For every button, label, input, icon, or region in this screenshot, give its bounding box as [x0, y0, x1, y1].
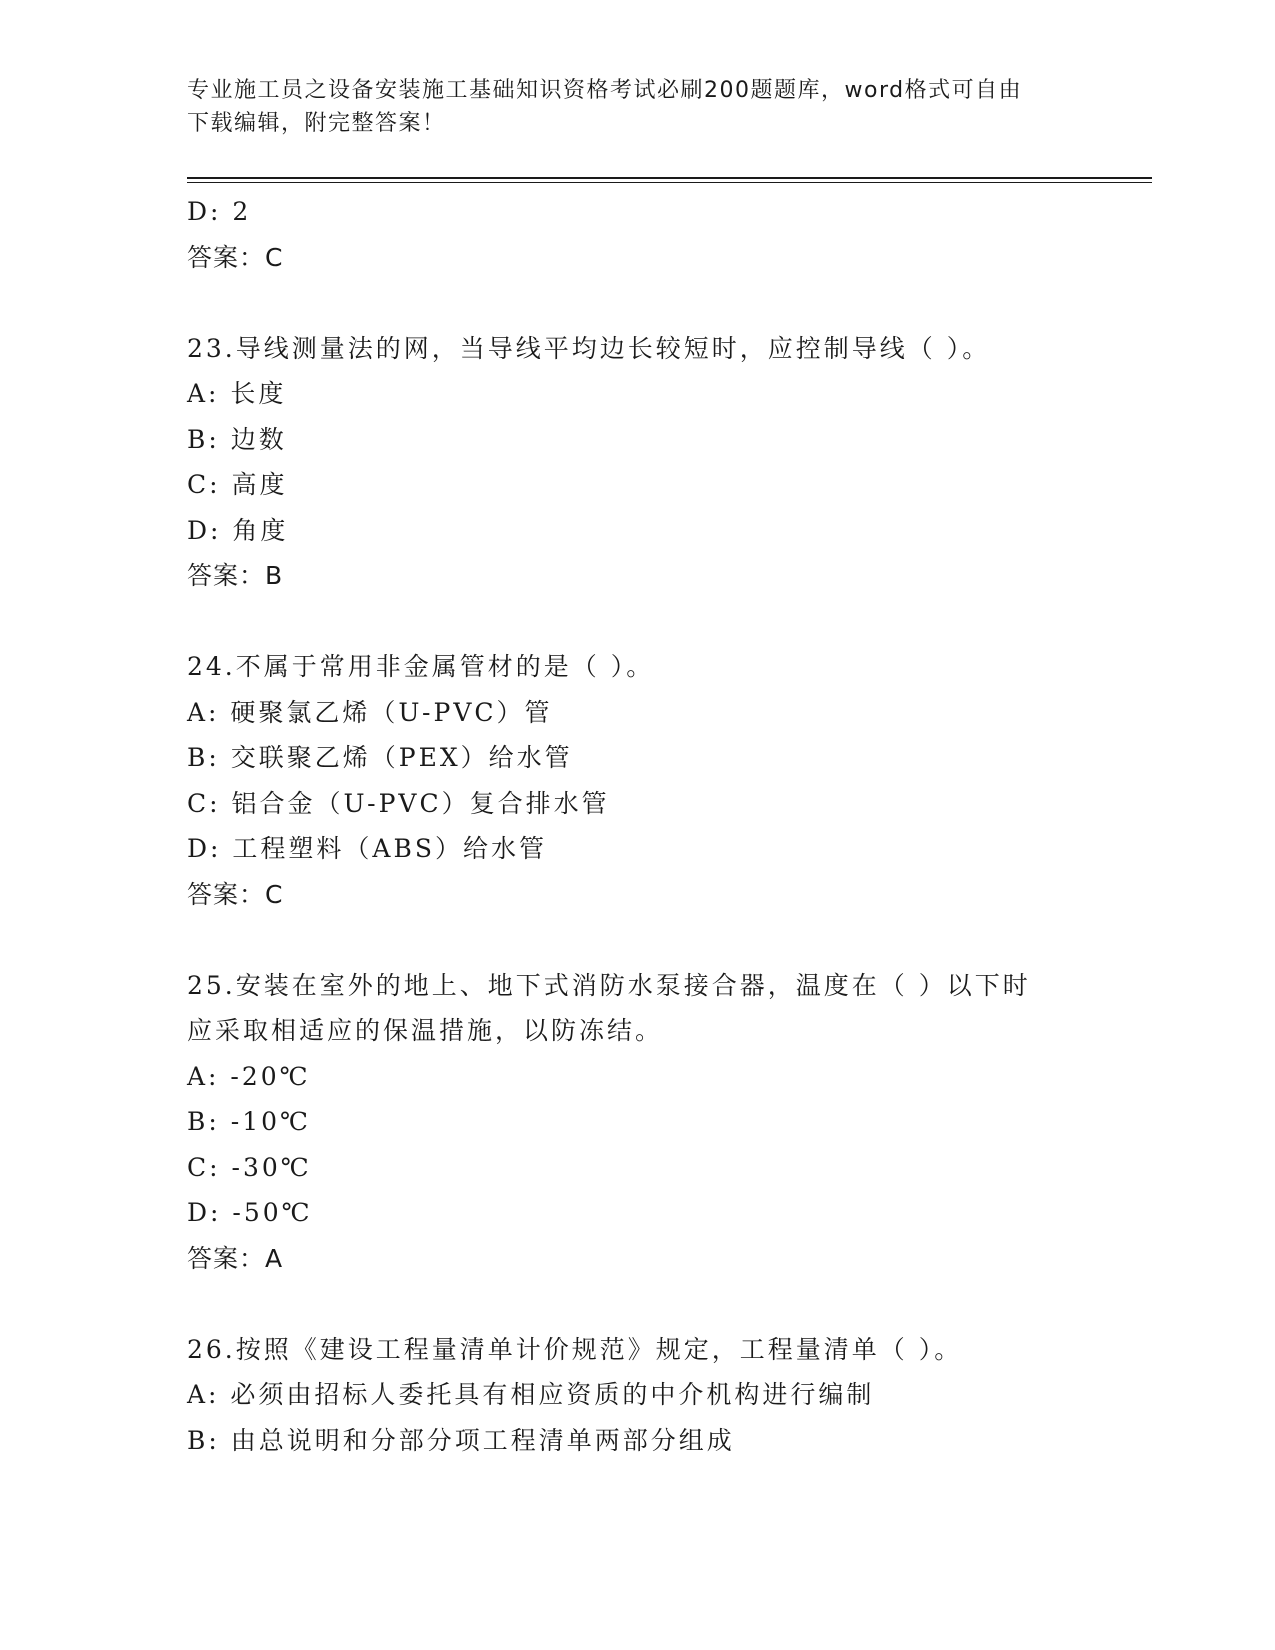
option-a: A: 硬聚氯乙烯（U-PVC）管: [187, 697, 553, 727]
spacer: [187, 1281, 1147, 1327]
option-b: B: 由总说明和分部分项工程清单两部分组成: [187, 1425, 735, 1455]
option-c: C: 高度: [187, 470, 288, 499]
header-title-line-2: 下载编辑，附完整答案！: [187, 111, 446, 136]
option-d: D: -50℃: [187, 1198, 313, 1227]
header-title-line-1: 专业施工员之设备安装施工基础知识资格考试必刷200题题库，word格式可自由: [187, 78, 1023, 103]
option-b: B: 交联聚乙烯（PEX）给水管: [187, 743, 573, 772]
question-26: [187, 1327, 1147, 1464]
option-a: A: 长度: [187, 379, 287, 408]
carryover-answer: 答案：C: [187, 242, 284, 272]
question-stem: 26.按照《建设工程量清单计价规范》规定，工程量清单（ ）。: [187, 1334, 963, 1364]
question-stem: 23.导线测量法的网，当导线平均边长较短时，应控制导线（ ）。: [187, 333, 991, 363]
carryover-option-d: D: 2: [187, 197, 252, 226]
option-c: C: 铝合金（U-PVC）复合排水管: [187, 788, 610, 818]
spacer: [187, 280, 1147, 326]
option-a: A: 必须由招标人委托具有相应资质的中介机构进行编制: [187, 1380, 875, 1409]
question-23: [187, 326, 1147, 599]
question-stem-line-2: 应采取相适应的保温措施，以防冻结。: [187, 1016, 664, 1045]
answer: 答案：A: [187, 1243, 284, 1273]
header-divider-thick: [187, 177, 1152, 179]
option-d: D: 角度: [187, 515, 289, 545]
question-content: [187, 189, 1147, 1463]
question-stem-line-1: 25.安装在室外的地上、地下式消防水泵接合器，温度在（ ）以下时: [187, 970, 1031, 1000]
answer: 答案：B: [187, 561, 284, 590]
spacer: [187, 917, 1147, 963]
option-a: A: -20℃: [187, 1061, 311, 1091]
header-divider-thin: [187, 182, 1152, 183]
option-b: B: -10℃: [187, 1107, 311, 1136]
question-24: [187, 644, 1147, 917]
question-stem: 24.不属于常用非金属管材的是（ ）。: [187, 652, 655, 681]
page-header: [187, 74, 1087, 140]
spacer: [187, 599, 1147, 645]
option-d: D: 工程塑料（ABS）给水管: [187, 834, 547, 863]
option-b: B: 边数: [187, 424, 287, 454]
question-25: [187, 963, 1147, 1282]
option-c: C: -30℃: [187, 1152, 312, 1182]
answer: 答案：C: [187, 879, 284, 909]
